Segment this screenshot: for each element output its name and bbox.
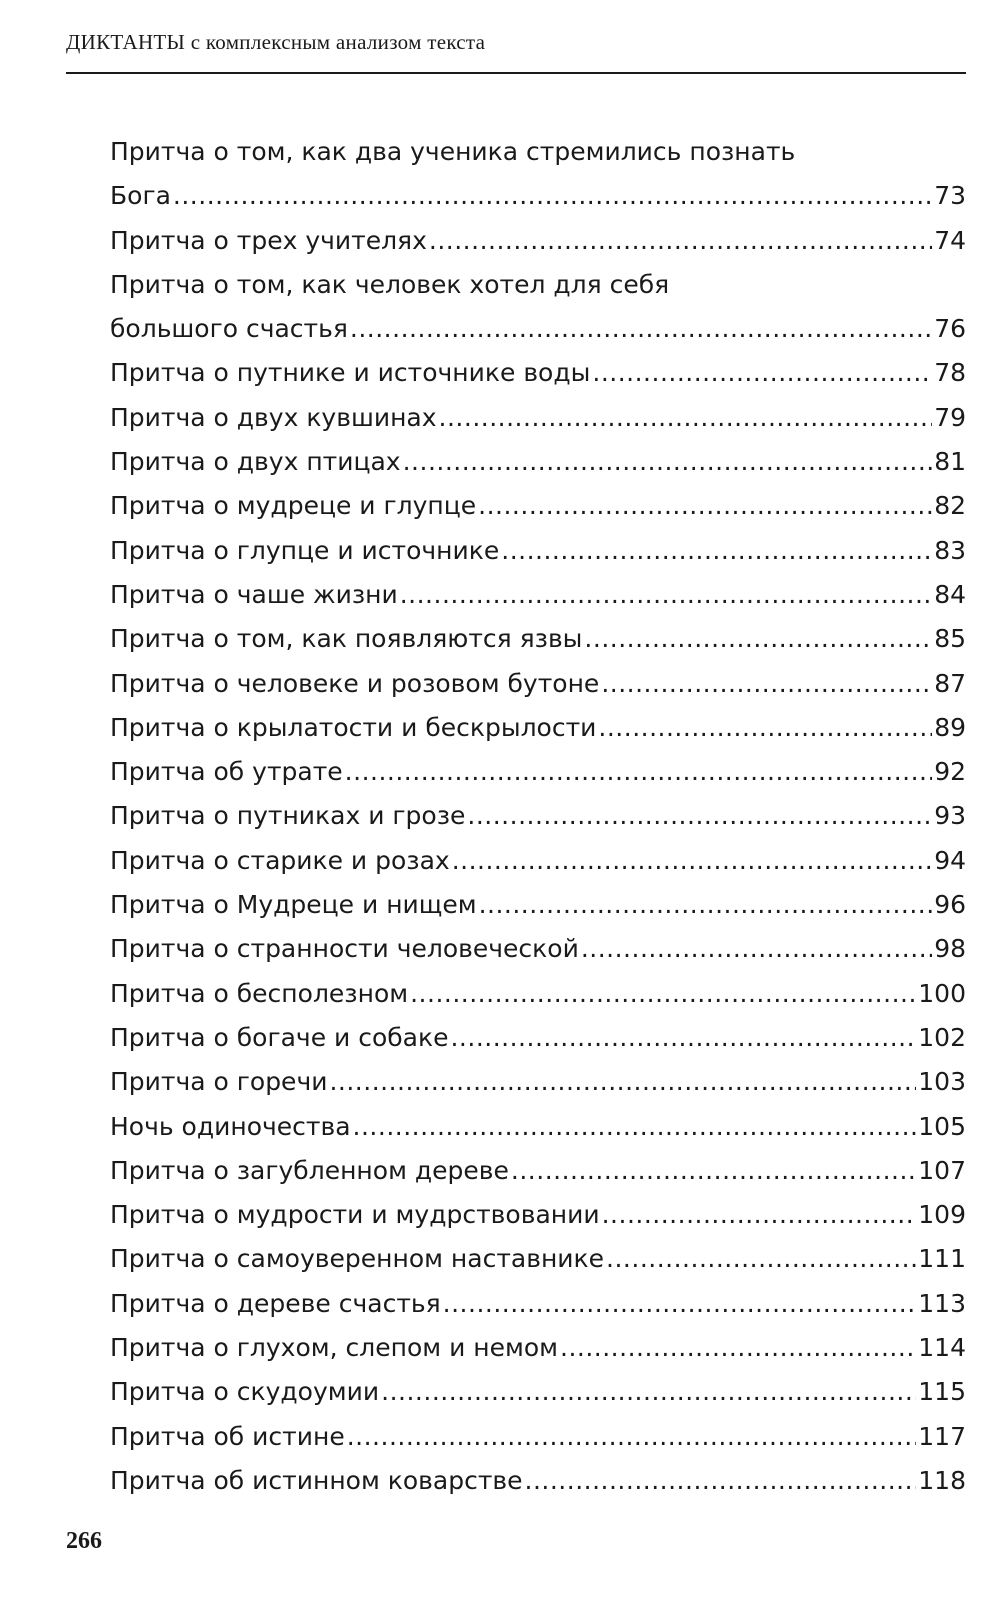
- toc-entry-title: Притча о двух кувшинах: [110, 402, 437, 432]
- dot-leader: [353, 1105, 917, 1149]
- toc-entry-line: [110, 529, 966, 573]
- toc-entry-line: [110, 1237, 966, 1281]
- toc-entry: [110, 662, 966, 706]
- toc-entry-line: [110, 662, 966, 706]
- toc-entry: [110, 1193, 966, 1237]
- toc-entry-title: Притча о горечи: [110, 1067, 328, 1097]
- toc-entry: [110, 839, 966, 883]
- toc-entry: [110, 396, 966, 440]
- toc-entry: [110, 1326, 966, 1370]
- toc-entry-title: Притча о глухом, слепом и немом: [110, 1333, 558, 1363]
- toc-entry-line: [110, 484, 966, 528]
- toc-entry-page-number: 113: [918, 1288, 966, 1318]
- toc-entry-page-number: 103: [918, 1067, 966, 1097]
- toc-entry: [110, 351, 966, 395]
- toc-entry-title: Притча о старике и розах: [110, 845, 450, 875]
- toc-entry-page-number: 82: [934, 491, 966, 521]
- dot-leader: [329, 1060, 916, 1104]
- toc-entry-page-number: 73: [934, 181, 966, 211]
- toc-entry: [110, 1459, 966, 1503]
- toc-entry-line: [110, 972, 966, 1016]
- dot-leader: [443, 1282, 917, 1326]
- toc-entry-line: [110, 1282, 966, 1326]
- running-header: ДИКТАНТЫ с комплексным анализом текста: [66, 30, 486, 54]
- toc-entry-line: [110, 883, 966, 927]
- dot-leader: [606, 1237, 916, 1281]
- toc-entry: [110, 1016, 966, 1060]
- toc-entry-title: Притча о богаче и собаке: [110, 1022, 449, 1052]
- toc-entry-page-number: 115: [918, 1377, 966, 1407]
- toc-entry-title: Притча о том, как два ученика стремились познать: [110, 137, 796, 166]
- page-number: 266: [66, 1528, 102, 1554]
- toc-entry-title: Притча о бесполезном: [110, 978, 409, 1008]
- toc-entry: [110, 1370, 966, 1414]
- dot-leader: [581, 927, 932, 971]
- toc-entry-line: [110, 307, 966, 351]
- toc-entry-title: Притча о крылатости и бескрылости: [110, 712, 597, 742]
- toc-entry-title: Притча о глупце и источнике: [110, 535, 500, 565]
- toc-entry-page-number: 96: [934, 890, 966, 920]
- toc-entry-line: [110, 351, 966, 395]
- toc-entry-page-number: 114: [918, 1333, 966, 1363]
- toc-entry: [110, 440, 966, 484]
- dot-leader: [403, 440, 933, 484]
- toc-entry-page-number: 87: [934, 668, 966, 698]
- toc-entry-page-number: 85: [934, 624, 966, 654]
- toc-entry-line: [110, 839, 966, 883]
- toc-entry-page-number: 83: [934, 535, 966, 565]
- toc-entry: [110, 1415, 966, 1459]
- toc-entry-title: Притча о трех учителях: [110, 225, 427, 255]
- toc-entry-page-number: 84: [934, 579, 966, 609]
- toc-entry: [110, 706, 966, 750]
- toc-entry-page-number: 93: [934, 801, 966, 831]
- toc-entry-page-number: 89: [934, 712, 966, 742]
- toc-entry-page-number: 94: [934, 845, 966, 875]
- toc-entry-line: [110, 130, 966, 174]
- toc-entry-title: Бога: [110, 181, 171, 211]
- dot-leader: [598, 706, 932, 750]
- toc-entry: [110, 794, 966, 838]
- toc-entry-title: Притча о путниках и грозе: [110, 801, 466, 831]
- table-of-contents: [110, 130, 966, 1503]
- toc-entry-line: [110, 1105, 966, 1149]
- toc-entry: [110, 1060, 966, 1104]
- toc-entry-title: Притча о самоуверенном наставнике: [110, 1244, 605, 1274]
- toc-entry-title: Притча о том, как появляются язвы: [110, 624, 583, 654]
- toc-entry-line: [110, 263, 966, 307]
- dot-leader: [584, 617, 932, 661]
- toc-entry: [110, 1105, 966, 1149]
- toc-entry: [110, 1237, 966, 1281]
- toc-entry-title: Притча о чаше жизни: [110, 579, 398, 609]
- toc-entry-page-number: 109: [918, 1200, 966, 1230]
- toc-entry-page-number: 78: [934, 358, 966, 388]
- dot-leader: [173, 174, 932, 218]
- toc-entry-line: [110, 1193, 966, 1237]
- toc-entry-page-number: 118: [918, 1465, 966, 1495]
- dot-leader: [601, 662, 932, 706]
- toc-entry-title: Притча о дереве счастья: [110, 1288, 441, 1318]
- toc-entry-title: Притча о мудреце и глупце: [110, 491, 477, 521]
- toc-entry: [110, 1149, 966, 1193]
- dot-leader: [479, 883, 933, 927]
- toc-entry-page-number: 107: [918, 1155, 966, 1185]
- dot-leader: [400, 573, 932, 617]
- dot-leader: [592, 351, 932, 395]
- toc-entry-line: [110, 396, 966, 440]
- toc-entry-page-number: 105: [918, 1111, 966, 1141]
- dot-leader: [452, 839, 932, 883]
- dot-leader: [450, 1016, 916, 1060]
- dot-leader: [560, 1326, 916, 1370]
- toc-entry-title: Притча о странности человеческой: [110, 934, 579, 964]
- dot-leader: [478, 484, 932, 528]
- toc-entry-title: Ночь одиночества: [110, 1111, 351, 1141]
- dot-leader: [525, 1459, 917, 1503]
- toc-entry: [110, 529, 966, 573]
- toc-entry-title: Притча о скудоумии: [110, 1377, 380, 1407]
- toc-entry-page-number: 79: [934, 402, 966, 432]
- toc-entry-line: [110, 617, 966, 661]
- header-rule: [66, 72, 966, 74]
- toc-entry-line: [110, 706, 966, 750]
- toc-entry-line: [110, 174, 966, 218]
- toc-entry-line: [110, 219, 966, 263]
- toc-entry-title: большого счастья: [110, 314, 348, 344]
- toc-entry-line: [110, 440, 966, 484]
- toc-entry-title: Притча о загубленном дереве: [110, 1155, 509, 1185]
- toc-entry: [110, 617, 966, 661]
- dot-leader: [602, 1193, 917, 1237]
- toc-entry-title: Притча о мудрости и мудрствовании: [110, 1200, 600, 1230]
- toc-entry-title: Притча о двух птицах: [110, 447, 401, 477]
- toc-entry-page-number: 100: [918, 978, 966, 1008]
- toc-entry: [110, 927, 966, 971]
- dot-leader: [439, 396, 933, 440]
- toc-entry-title: Притча о том, как человек хотел для себя: [110, 269, 670, 299]
- toc-entry-page-number: 98: [934, 934, 966, 964]
- toc-entry: [110, 219, 966, 263]
- dot-leader: [501, 529, 932, 573]
- toc-entry-line: [110, 1060, 966, 1104]
- toc-entry-page-number: 81: [934, 447, 966, 477]
- toc-entry-line: [110, 927, 966, 971]
- toc-entry-page-number: 76: [934, 314, 966, 344]
- toc-entry: [110, 263, 966, 352]
- toc-entry-page-number: 111: [918, 1244, 966, 1274]
- toc-entry-line: [110, 1415, 966, 1459]
- toc-entry-page-number: 117: [918, 1421, 966, 1451]
- toc-entry-line: [110, 1149, 966, 1193]
- toc-entry-line: [110, 1370, 966, 1414]
- dot-leader: [347, 1415, 917, 1459]
- toc-entry-line: [110, 750, 966, 794]
- toc-entry-line: [110, 1016, 966, 1060]
- toc-entry-page-number: 92: [934, 757, 966, 787]
- dot-leader: [467, 794, 932, 838]
- toc-entry-title: Притча о путнике и источнике воды: [110, 358, 591, 388]
- toc-entry-title: Притча об истине: [110, 1421, 345, 1451]
- dot-leader: [345, 750, 933, 794]
- toc-entry-title: Притча об утрате: [110, 757, 343, 787]
- dot-leader: [429, 219, 932, 263]
- toc-entry-line: [110, 1326, 966, 1370]
- toc-entry-page-number: 102: [918, 1022, 966, 1052]
- toc-entry: [110, 972, 966, 1016]
- toc-entry-title: Притча об истинном коварстве: [110, 1465, 523, 1495]
- dot-leader: [410, 972, 916, 1016]
- dot-leader: [381, 1370, 916, 1414]
- toc-entry-title: Притча о человеке и розовом бутоне: [110, 668, 600, 698]
- toc-entry: [110, 750, 966, 794]
- toc-entry-title: Притча о Мудреце и нищем: [110, 890, 477, 920]
- dot-leader: [511, 1149, 916, 1193]
- dot-leader: [350, 307, 932, 351]
- toc-entry: [110, 484, 966, 528]
- toc-entry: [110, 1282, 966, 1326]
- toc-entry: [110, 130, 966, 219]
- toc-entry-page-number: 74: [934, 225, 966, 255]
- toc-entry-line: [110, 573, 966, 617]
- toc-entry-line: [110, 794, 966, 838]
- toc-entry: [110, 883, 966, 927]
- toc-entry: [110, 573, 966, 617]
- toc-entry-line: [110, 1459, 966, 1503]
